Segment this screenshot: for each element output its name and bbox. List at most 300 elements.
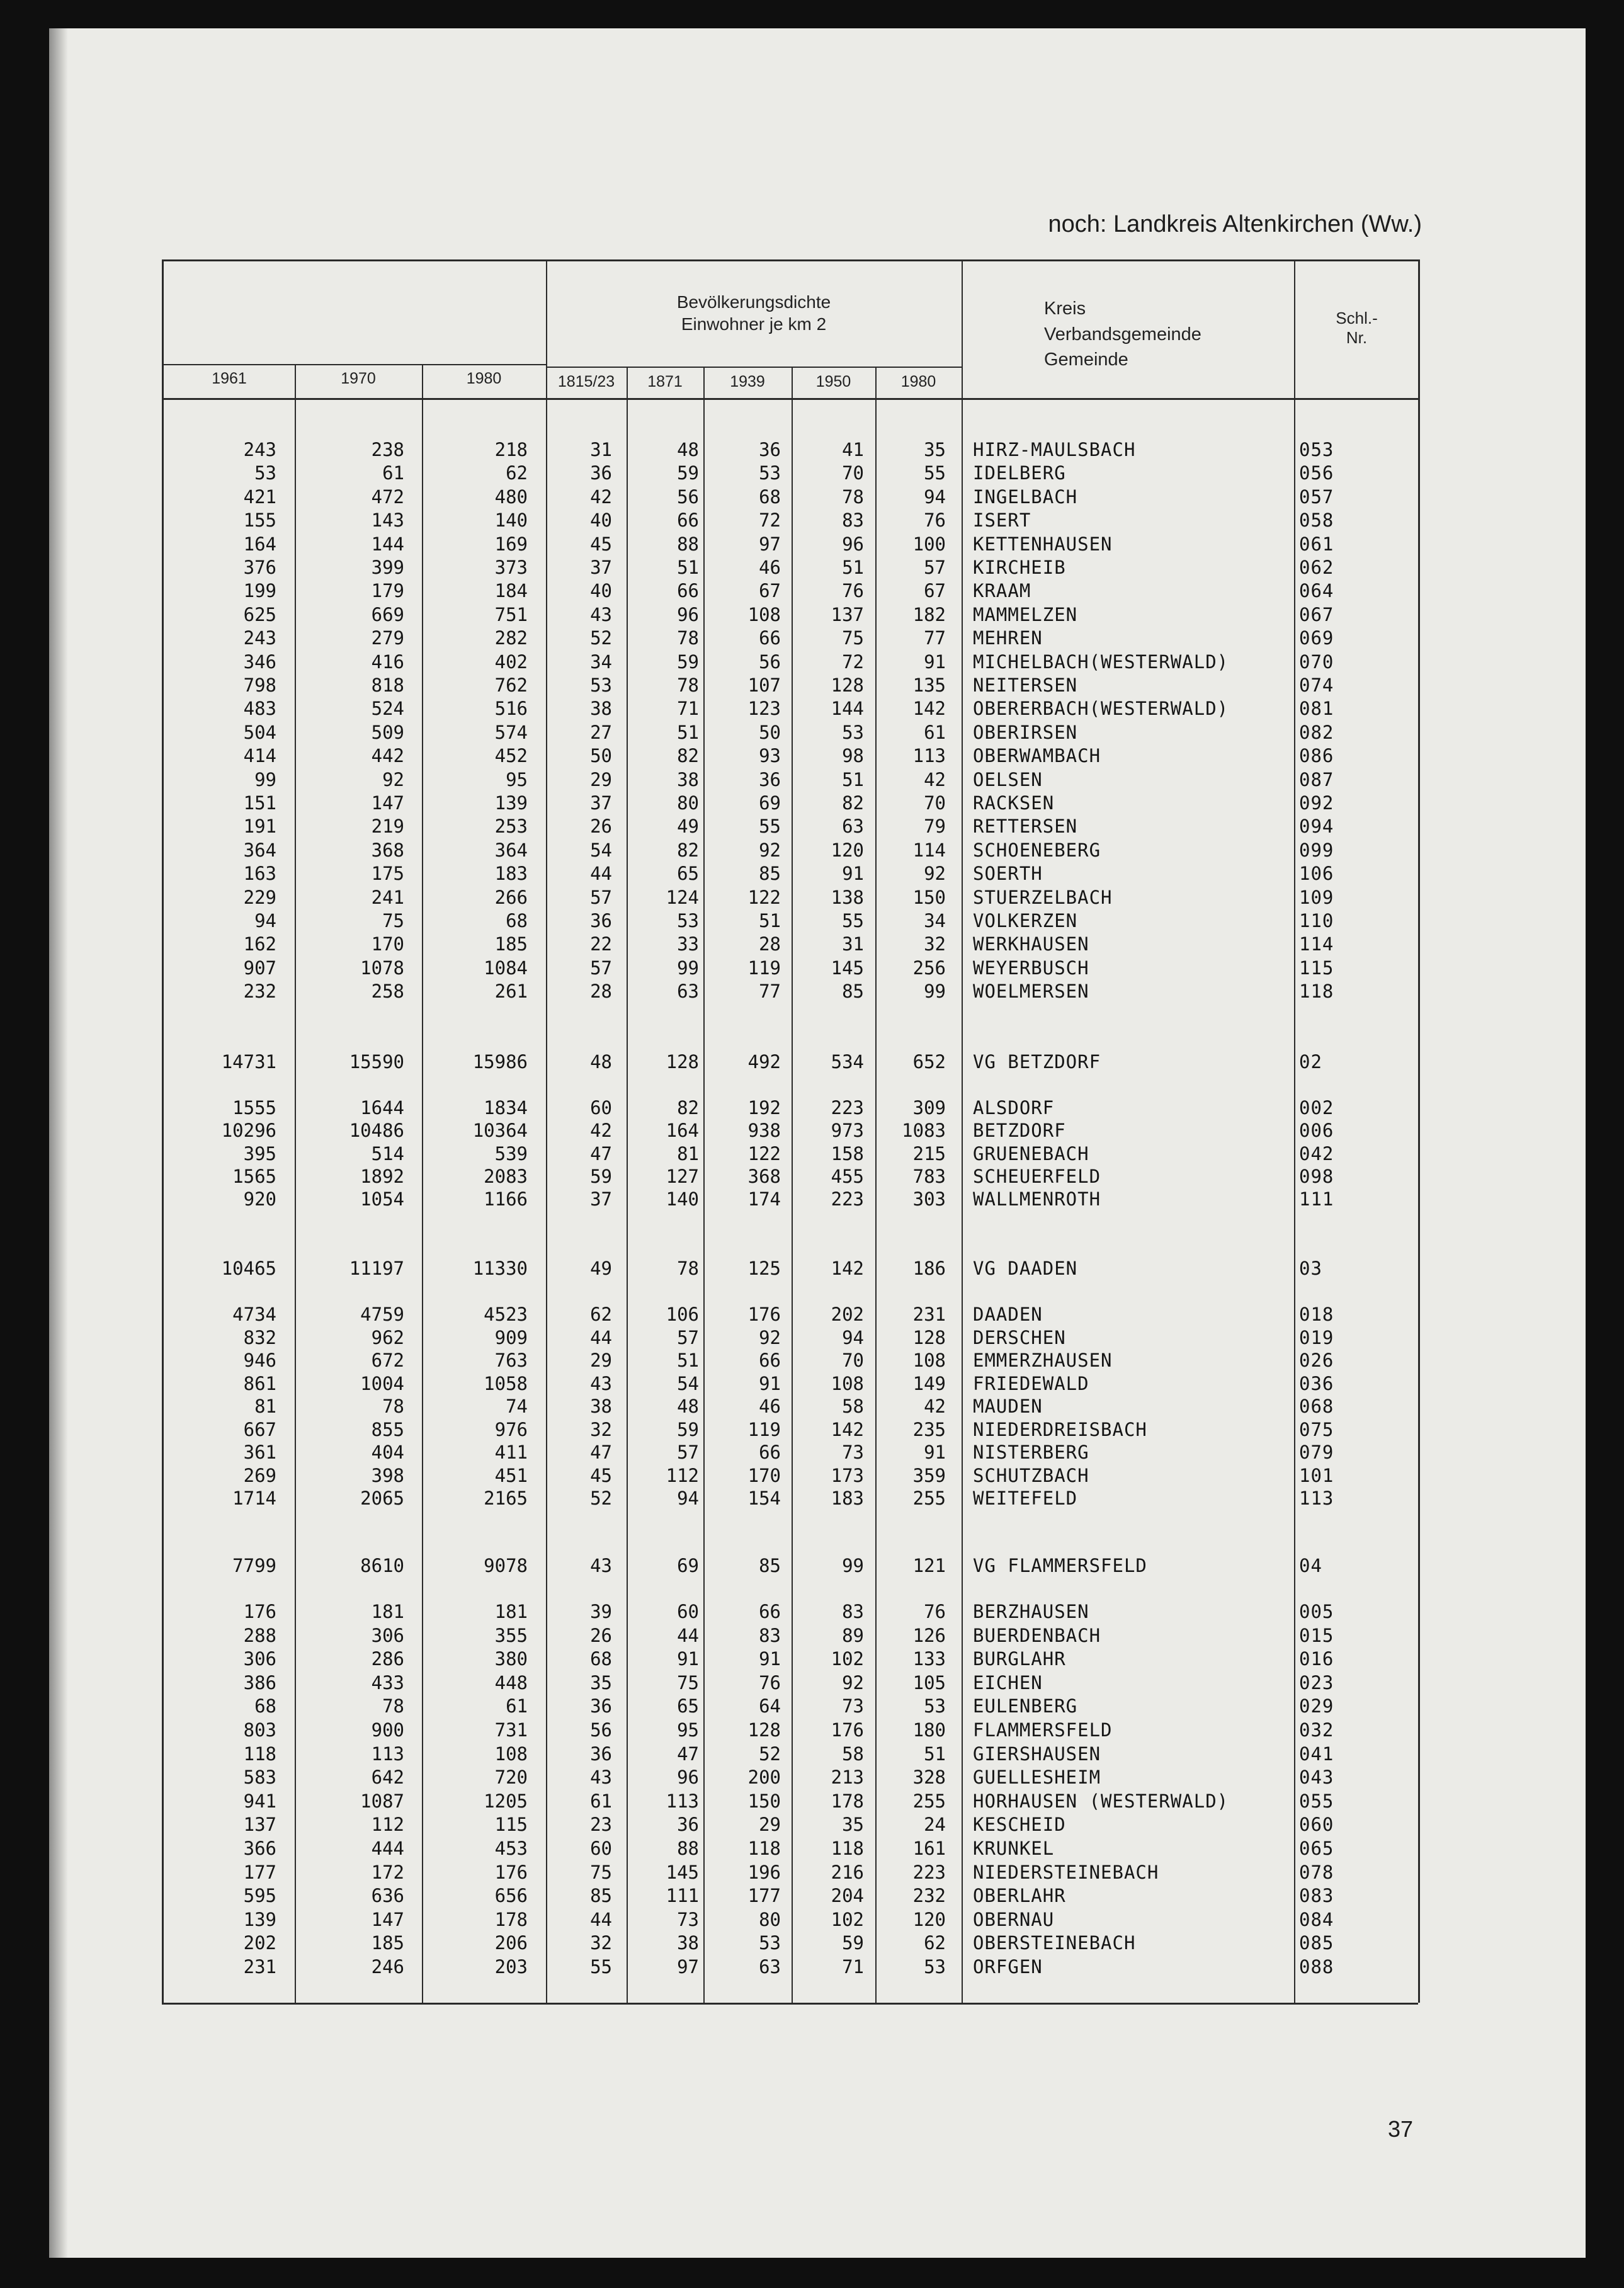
table-cell: 61 bbox=[924, 721, 946, 743]
gemeinde-name: OBERSTEINEBACH bbox=[973, 1932, 1136, 1954]
table-cell: 514 bbox=[371, 1142, 404, 1164]
schl-nr: 04 bbox=[1299, 1555, 1322, 1576]
schl-nr: 082 bbox=[1299, 721, 1334, 743]
table-cell: 32 bbox=[590, 1932, 612, 1954]
table-cell: 125 bbox=[747, 1258, 781, 1279]
table-cell: 414 bbox=[243, 745, 276, 767]
table-cell: 119 bbox=[747, 957, 781, 979]
table-cell: 150 bbox=[747, 1790, 781, 1812]
table-cell: 60 bbox=[590, 1097, 612, 1118]
table-cell: 448 bbox=[494, 1671, 528, 1693]
table-cell: 96 bbox=[842, 533, 864, 555]
table-cell: 73 bbox=[842, 1442, 864, 1463]
table-cell: 229 bbox=[243, 886, 276, 908]
table-cell: 93 bbox=[759, 745, 781, 767]
table-cell: 1058 bbox=[484, 1372, 528, 1394]
table-cell: 36 bbox=[590, 910, 612, 931]
table-cell: 783 bbox=[912, 1165, 946, 1187]
schl-nr: 078 bbox=[1299, 1861, 1334, 1883]
schl-nr: 086 bbox=[1299, 745, 1334, 767]
table-cell: 855 bbox=[371, 1418, 404, 1440]
schl-nr: 060 bbox=[1299, 1814, 1334, 1836]
schl-nr: 036 bbox=[1299, 1372, 1334, 1394]
table-cell: 36 bbox=[590, 1695, 612, 1717]
table-cell: 62 bbox=[924, 1932, 946, 1954]
gemeinde-name: INGELBACH bbox=[973, 486, 1078, 508]
table-cell: 574 bbox=[494, 721, 528, 743]
schl-nr: 118 bbox=[1299, 981, 1334, 1003]
table-cell: 94 bbox=[254, 910, 276, 931]
table-cell: 359 bbox=[912, 1464, 946, 1486]
table-cell: 231 bbox=[243, 1956, 276, 1978]
table-cell: 50 bbox=[759, 721, 781, 743]
gemeinde-name: NIEDERDREISBACH bbox=[973, 1418, 1147, 1440]
table-cell: 85 bbox=[759, 1555, 781, 1576]
table-cell: 43 bbox=[590, 603, 612, 625]
density-year-header-1815-23: 1815/23 bbox=[557, 373, 615, 390]
schl-nr: 079 bbox=[1299, 1442, 1334, 1463]
schl-nr: 015 bbox=[1299, 1624, 1334, 1646]
table-cell: 232 bbox=[912, 1885, 946, 1907]
table-cell: 26 bbox=[590, 816, 612, 838]
table-cell: 94 bbox=[842, 1326, 864, 1348]
table-cell: 53 bbox=[254, 462, 276, 484]
table-cell: 175 bbox=[371, 863, 404, 885]
schl-nr: 111 bbox=[1299, 1188, 1334, 1210]
table-cell: 142 bbox=[831, 1258, 864, 1279]
table-cell: 2083 bbox=[484, 1165, 528, 1187]
schl-nr: 058 bbox=[1299, 509, 1334, 532]
table-cell: 452 bbox=[494, 745, 528, 767]
table-cell: 128 bbox=[912, 1326, 946, 1348]
gemeinde-name: KETTENHAUSEN bbox=[973, 533, 1113, 555]
table-cell: 720 bbox=[494, 1767, 528, 1789]
table-cell: 76 bbox=[759, 1671, 781, 1693]
gemeinde-name: OBERWAMBACH bbox=[973, 745, 1101, 767]
table-cell: 38 bbox=[590, 698, 612, 720]
table-cell: 78 bbox=[382, 1396, 404, 1417]
table-cell: 373 bbox=[494, 557, 528, 578]
table-cell: 43 bbox=[590, 1767, 612, 1789]
table-cell: 818 bbox=[371, 674, 404, 696]
year-header-1961: 1961 bbox=[212, 370, 247, 387]
table-cell: 364 bbox=[494, 839, 528, 861]
table-cell: 180 bbox=[912, 1719, 946, 1741]
header-bottom-rule bbox=[162, 398, 1418, 400]
gemeinde-name: RETTERSEN bbox=[973, 816, 1078, 838]
table-cell: 68 bbox=[759, 486, 781, 508]
table-cell: 77 bbox=[759, 981, 781, 1003]
table-cell: 135 bbox=[912, 674, 946, 696]
table-cell: 92 bbox=[759, 1326, 781, 1348]
table-cell: 91 bbox=[842, 863, 864, 885]
table-cell: 48 bbox=[590, 1051, 612, 1073]
table-cell: 192 bbox=[747, 1097, 781, 1118]
schl-nr: 023 bbox=[1299, 1671, 1334, 1693]
table-cell: 1205 bbox=[484, 1790, 528, 1812]
year-header-rule bbox=[162, 364, 546, 365]
table-cell: 386 bbox=[243, 1671, 276, 1693]
gemeinde-name: RACKSEN bbox=[973, 792, 1055, 814]
table-cell: 65 bbox=[677, 1695, 699, 1717]
schl-nr: 026 bbox=[1299, 1350, 1334, 1371]
table-cell: 7799 bbox=[232, 1555, 276, 1576]
table-cell: 162 bbox=[243, 933, 276, 955]
table-cell: 53 bbox=[924, 1695, 946, 1717]
table-cell: 762 bbox=[494, 674, 528, 696]
table-cell: 63 bbox=[759, 1956, 781, 1978]
schl-nr: 006 bbox=[1299, 1120, 1334, 1142]
table-cell: 60 bbox=[590, 1838, 612, 1859]
table-cell: 36 bbox=[590, 462, 612, 484]
table-cell: 37 bbox=[590, 557, 612, 578]
table-cell: 14731 bbox=[221, 1051, 276, 1073]
table-cell: 534 bbox=[831, 1051, 864, 1073]
table-cell: 261 bbox=[494, 981, 528, 1003]
table-cell: 71 bbox=[677, 698, 699, 720]
table-cell: 35 bbox=[590, 1671, 612, 1693]
schl-nr: 062 bbox=[1299, 557, 1334, 578]
table-cell: 89 bbox=[842, 1624, 864, 1646]
table-cell: 40 bbox=[590, 580, 612, 602]
schl-nr: 041 bbox=[1299, 1743, 1334, 1765]
gemeinde-name: GIERSHAUSEN bbox=[973, 1743, 1101, 1765]
schl-nr: 02 bbox=[1299, 1051, 1322, 1073]
table-cell: 140 bbox=[494, 509, 528, 532]
table-cell: 241 bbox=[371, 886, 404, 908]
page-title: noch: Landkreis Altenkirchen (Ww.) bbox=[1048, 211, 1422, 237]
table-cell: 731 bbox=[494, 1719, 528, 1741]
table-cell: 42 bbox=[590, 1120, 612, 1142]
table-cell: 42 bbox=[590, 486, 612, 508]
table-cell: 44 bbox=[590, 1326, 612, 1348]
table-cell: 328 bbox=[912, 1767, 946, 1789]
schl-nr: 092 bbox=[1299, 792, 1334, 814]
gemeinde-name: VG FLAMMERSFELD bbox=[973, 1555, 1147, 1576]
schl-nr: 109 bbox=[1299, 886, 1334, 908]
table-cell: 524 bbox=[371, 698, 404, 720]
table-cell: 114 bbox=[912, 839, 946, 861]
table-cell: 68 bbox=[590, 1648, 612, 1670]
table-cell: 306 bbox=[371, 1624, 404, 1646]
table-cell: 80 bbox=[759, 1908, 781, 1930]
table-cell: 44 bbox=[677, 1624, 699, 1646]
gemeinde-name: DERSCHEN bbox=[973, 1326, 1066, 1348]
table-cell: 235 bbox=[912, 1418, 946, 1440]
table-cell: 92 bbox=[842, 1671, 864, 1693]
table-cell: 75 bbox=[677, 1671, 699, 1693]
table-cell: 199 bbox=[243, 580, 276, 602]
table-cell: 73 bbox=[842, 1695, 864, 1717]
table-cell: 938 bbox=[747, 1120, 781, 1142]
table-cell: 147 bbox=[371, 1908, 404, 1930]
table-cell: 1084 bbox=[484, 957, 528, 979]
table-top-rule bbox=[162, 259, 1418, 261]
table-cell: 184 bbox=[494, 580, 528, 602]
table-cell: 182 bbox=[912, 603, 946, 625]
table-cell: 97 bbox=[759, 533, 781, 555]
gemeinde-name: MEHREN bbox=[973, 627, 1043, 649]
table-cell: 256 bbox=[912, 957, 946, 979]
schl-nr: 085 bbox=[1299, 1932, 1334, 1954]
gemeinde-name: NISTERBERG bbox=[973, 1442, 1089, 1463]
table-cell: 398 bbox=[371, 1464, 404, 1486]
table-cell: 29 bbox=[590, 768, 612, 790]
schl-nr: 069 bbox=[1299, 627, 1334, 649]
table-cell: 31 bbox=[590, 439, 612, 460]
gemeinde-name: OBERIRSEN bbox=[973, 721, 1078, 743]
table-cell: 492 bbox=[747, 1051, 781, 1073]
table-cell: 80 bbox=[677, 792, 699, 814]
table-cell: 973 bbox=[831, 1120, 864, 1142]
table-cell: 55 bbox=[590, 1956, 612, 1978]
table-cell: 4734 bbox=[232, 1304, 276, 1325]
table-cell: 11330 bbox=[472, 1258, 528, 1279]
table-cell: 10465 bbox=[221, 1258, 276, 1279]
table-cell: 139 bbox=[494, 792, 528, 814]
table-cell: 44 bbox=[590, 1908, 612, 1930]
table-cell: 56 bbox=[677, 486, 699, 508]
table-cell: 83 bbox=[842, 1601, 864, 1622]
table-cell: 51 bbox=[842, 768, 864, 790]
table-cell: 51 bbox=[677, 557, 699, 578]
table-cell: 54 bbox=[590, 839, 612, 861]
table-cell: 170 bbox=[371, 933, 404, 955]
table-cell: 453 bbox=[494, 1838, 528, 1859]
table-cell: 138 bbox=[831, 886, 864, 908]
table-cell: 219 bbox=[371, 816, 404, 838]
table-cell: 94 bbox=[677, 1488, 699, 1509]
gemeinde-name: BETZDORF bbox=[973, 1120, 1066, 1142]
table-cell: 1087 bbox=[360, 1790, 404, 1812]
table-cell: 215 bbox=[912, 1142, 946, 1164]
table-cell: 361 bbox=[243, 1442, 276, 1463]
table-cell: 107 bbox=[747, 674, 781, 696]
table-cell: 57 bbox=[677, 1442, 699, 1463]
table-cell: 52 bbox=[759, 1743, 781, 1765]
table-cell: 416 bbox=[371, 651, 404, 673]
table-cell: 60 bbox=[677, 1601, 699, 1622]
table-cell: 38 bbox=[677, 1932, 699, 1954]
table-cell: 58 bbox=[842, 1743, 864, 1765]
schl-nr-header: Schl.- Nr. bbox=[1336, 309, 1378, 348]
gemeinde-name: VG DAADEN bbox=[973, 1258, 1078, 1279]
table-cell: 451 bbox=[494, 1464, 528, 1486]
table-cell: 907 bbox=[243, 957, 276, 979]
table-cell: 91 bbox=[677, 1648, 699, 1670]
table-cell: 10296 bbox=[221, 1120, 276, 1142]
table-cell: 118 bbox=[747, 1838, 781, 1859]
table-cell: 102 bbox=[831, 1648, 864, 1670]
table-cell: 288 bbox=[243, 1624, 276, 1646]
table-cell: 91 bbox=[759, 1648, 781, 1670]
table-cell: 39 bbox=[590, 1601, 612, 1622]
table-cell: 91 bbox=[924, 1442, 946, 1463]
table-cell: 57 bbox=[590, 957, 612, 979]
table-cell: 66 bbox=[677, 580, 699, 602]
table-cell: 421 bbox=[243, 486, 276, 508]
table-cell: 625 bbox=[243, 603, 276, 625]
gemeinde-name: WALLMENROTH bbox=[973, 1188, 1101, 1210]
gemeinde-name: OBERNAU bbox=[973, 1908, 1055, 1930]
table-cell: 186 bbox=[912, 1258, 946, 1279]
gemeinde-name: FRIEDEWALD bbox=[973, 1372, 1089, 1394]
schl-nr: 115 bbox=[1299, 957, 1334, 979]
table-cell: 96 bbox=[677, 603, 699, 625]
table-cell: 36 bbox=[759, 439, 781, 460]
density-year-header-1980: 1980 bbox=[900, 373, 936, 390]
table-cell: 70 bbox=[842, 462, 864, 484]
table-cell: 120 bbox=[912, 1908, 946, 1930]
table-cell: 73 bbox=[677, 1908, 699, 1930]
gemeinde-name: NEITERSEN bbox=[973, 674, 1078, 696]
table-cell: 539 bbox=[494, 1142, 528, 1164]
gemeinde-name: BURGLAHR bbox=[973, 1648, 1066, 1670]
table-cell: 52 bbox=[590, 627, 612, 649]
table-cell: 68 bbox=[254, 1695, 276, 1717]
gemeinde-name: MICHELBACH(WESTERWALD) bbox=[973, 651, 1229, 673]
table-cell: 177 bbox=[243, 1861, 276, 1883]
table-cell: 63 bbox=[677, 981, 699, 1003]
table-cell: 2165 bbox=[484, 1488, 528, 1509]
table-cell: 920 bbox=[243, 1188, 276, 1210]
schl-nr: 113 bbox=[1299, 1488, 1334, 1509]
table-cell: 53 bbox=[842, 721, 864, 743]
table-cell: 472 bbox=[371, 486, 404, 508]
table-cell: 79 bbox=[924, 816, 946, 838]
table-cell: 40 bbox=[590, 509, 612, 532]
table-cell: 803 bbox=[243, 1719, 276, 1741]
table-cell: 946 bbox=[243, 1350, 276, 1371]
table-cell: 92 bbox=[382, 768, 404, 790]
table-cell: 636 bbox=[371, 1885, 404, 1907]
schl-nr: 018 bbox=[1299, 1304, 1334, 1325]
table-cell: 32 bbox=[924, 933, 946, 955]
table-cell: 133 bbox=[912, 1648, 946, 1670]
table-cell: 55 bbox=[842, 910, 864, 931]
table-cell: 53 bbox=[759, 462, 781, 484]
table-cell: 355 bbox=[494, 1624, 528, 1646]
table-cell: 113 bbox=[912, 745, 946, 767]
table-cell: 149 bbox=[912, 1372, 946, 1394]
table-cell: 50 bbox=[590, 745, 612, 767]
table-cell: 433 bbox=[371, 1671, 404, 1693]
table-cell: 85 bbox=[590, 1885, 612, 1907]
table-cell: 111 bbox=[666, 1885, 699, 1907]
table-cell: 120 bbox=[831, 839, 864, 861]
table-cell: 35 bbox=[924, 439, 946, 460]
gemeinde-name: OBERERBACH(WESTERWALD) bbox=[973, 698, 1229, 720]
gemeinde-name: NIEDERSTEINEBACH bbox=[973, 1861, 1159, 1883]
table-cell: 23 bbox=[590, 1814, 612, 1836]
table-cell: 47 bbox=[590, 1142, 612, 1164]
table-cell: 142 bbox=[831, 1418, 864, 1440]
table-cell: 652 bbox=[912, 1051, 946, 1073]
table-cell: 78 bbox=[842, 486, 864, 508]
table-cell: 161 bbox=[912, 1838, 946, 1859]
table-cell: 51 bbox=[677, 721, 699, 743]
table-cell: 61 bbox=[506, 1695, 528, 1717]
table-cell: 145 bbox=[666, 1861, 699, 1883]
table-cell: 47 bbox=[590, 1442, 612, 1463]
table-cell: 66 bbox=[759, 1601, 781, 1622]
table-cell: 213 bbox=[831, 1767, 864, 1789]
table-cell: 51 bbox=[842, 557, 864, 578]
schl-nr: 016 bbox=[1299, 1648, 1334, 1670]
gemeinde-name: WEITEFELD bbox=[973, 1488, 1078, 1509]
table-cell: 253 bbox=[494, 816, 528, 838]
table-cell: 178 bbox=[831, 1790, 864, 1812]
schl-nr: 110 bbox=[1299, 910, 1334, 931]
table-cell: 366 bbox=[243, 1838, 276, 1859]
table-cell: 185 bbox=[371, 1932, 404, 1954]
table-cell: 1555 bbox=[232, 1097, 276, 1118]
table-cell: 56 bbox=[590, 1719, 612, 1741]
table-cell: 44 bbox=[590, 863, 612, 885]
table-cell: 69 bbox=[759, 792, 781, 814]
table-cell: 962 bbox=[371, 1326, 404, 1348]
table-cell: 583 bbox=[243, 1767, 276, 1789]
schl-nr: 064 bbox=[1299, 580, 1334, 602]
table-cell: 216 bbox=[831, 1861, 864, 1883]
table-cell: 179 bbox=[371, 580, 404, 602]
table-cell: 82 bbox=[677, 1097, 699, 1118]
table-cell: 185 bbox=[494, 933, 528, 955]
table-cell: 66 bbox=[759, 1350, 781, 1371]
table-cell: 368 bbox=[371, 839, 404, 861]
table-cell: 65 bbox=[677, 863, 699, 885]
gemeinde-name: BERZHAUSEN bbox=[973, 1601, 1089, 1622]
table-cell: 258 bbox=[371, 981, 404, 1003]
year-header-1970: 1970 bbox=[341, 370, 376, 387]
table-cell: 309 bbox=[912, 1097, 946, 1118]
table-cell: 1083 bbox=[902, 1120, 946, 1142]
table-cell: 376 bbox=[243, 557, 276, 578]
table-cell: 52 bbox=[590, 1488, 612, 1509]
table-cell: 91 bbox=[759, 1372, 781, 1394]
table-cell: 243 bbox=[243, 439, 276, 460]
table-cell: 34 bbox=[924, 910, 946, 931]
table-cell: 763 bbox=[494, 1350, 528, 1371]
table-cell: 346 bbox=[243, 651, 276, 673]
table-cell: 78 bbox=[677, 627, 699, 649]
table-cell: 1078 bbox=[360, 957, 404, 979]
table-cell: 255 bbox=[912, 1488, 946, 1509]
table-cell: 202 bbox=[243, 1932, 276, 1954]
table-cell: 455 bbox=[831, 1165, 864, 1187]
schl-nr: 03 bbox=[1299, 1258, 1322, 1279]
table-cell: 150 bbox=[912, 886, 946, 908]
table-cell: 29 bbox=[759, 1814, 781, 1836]
table-cell: 88 bbox=[677, 533, 699, 555]
table-cell: 51 bbox=[677, 1350, 699, 1371]
table-cell: 170 bbox=[747, 1464, 781, 1486]
schl-nr: 087 bbox=[1299, 768, 1334, 790]
column-rule-0 bbox=[295, 364, 296, 2003]
table-left-rule bbox=[162, 259, 164, 2003]
table-cell: 67 bbox=[924, 580, 946, 602]
gemeinde-name: WERKHAUSEN bbox=[973, 933, 1089, 955]
table-cell: 751 bbox=[494, 603, 528, 625]
table-cell: 63 bbox=[842, 816, 864, 838]
schl-nr: 065 bbox=[1299, 1838, 1334, 1859]
table-cell: 37 bbox=[590, 792, 612, 814]
table-bottom-rule bbox=[162, 2003, 1418, 2005]
table-cell: 483 bbox=[243, 698, 276, 720]
density-year-header-1950: 1950 bbox=[815, 373, 851, 390]
table-cell: 181 bbox=[371, 1601, 404, 1622]
schl-nr: 075 bbox=[1299, 1418, 1334, 1440]
